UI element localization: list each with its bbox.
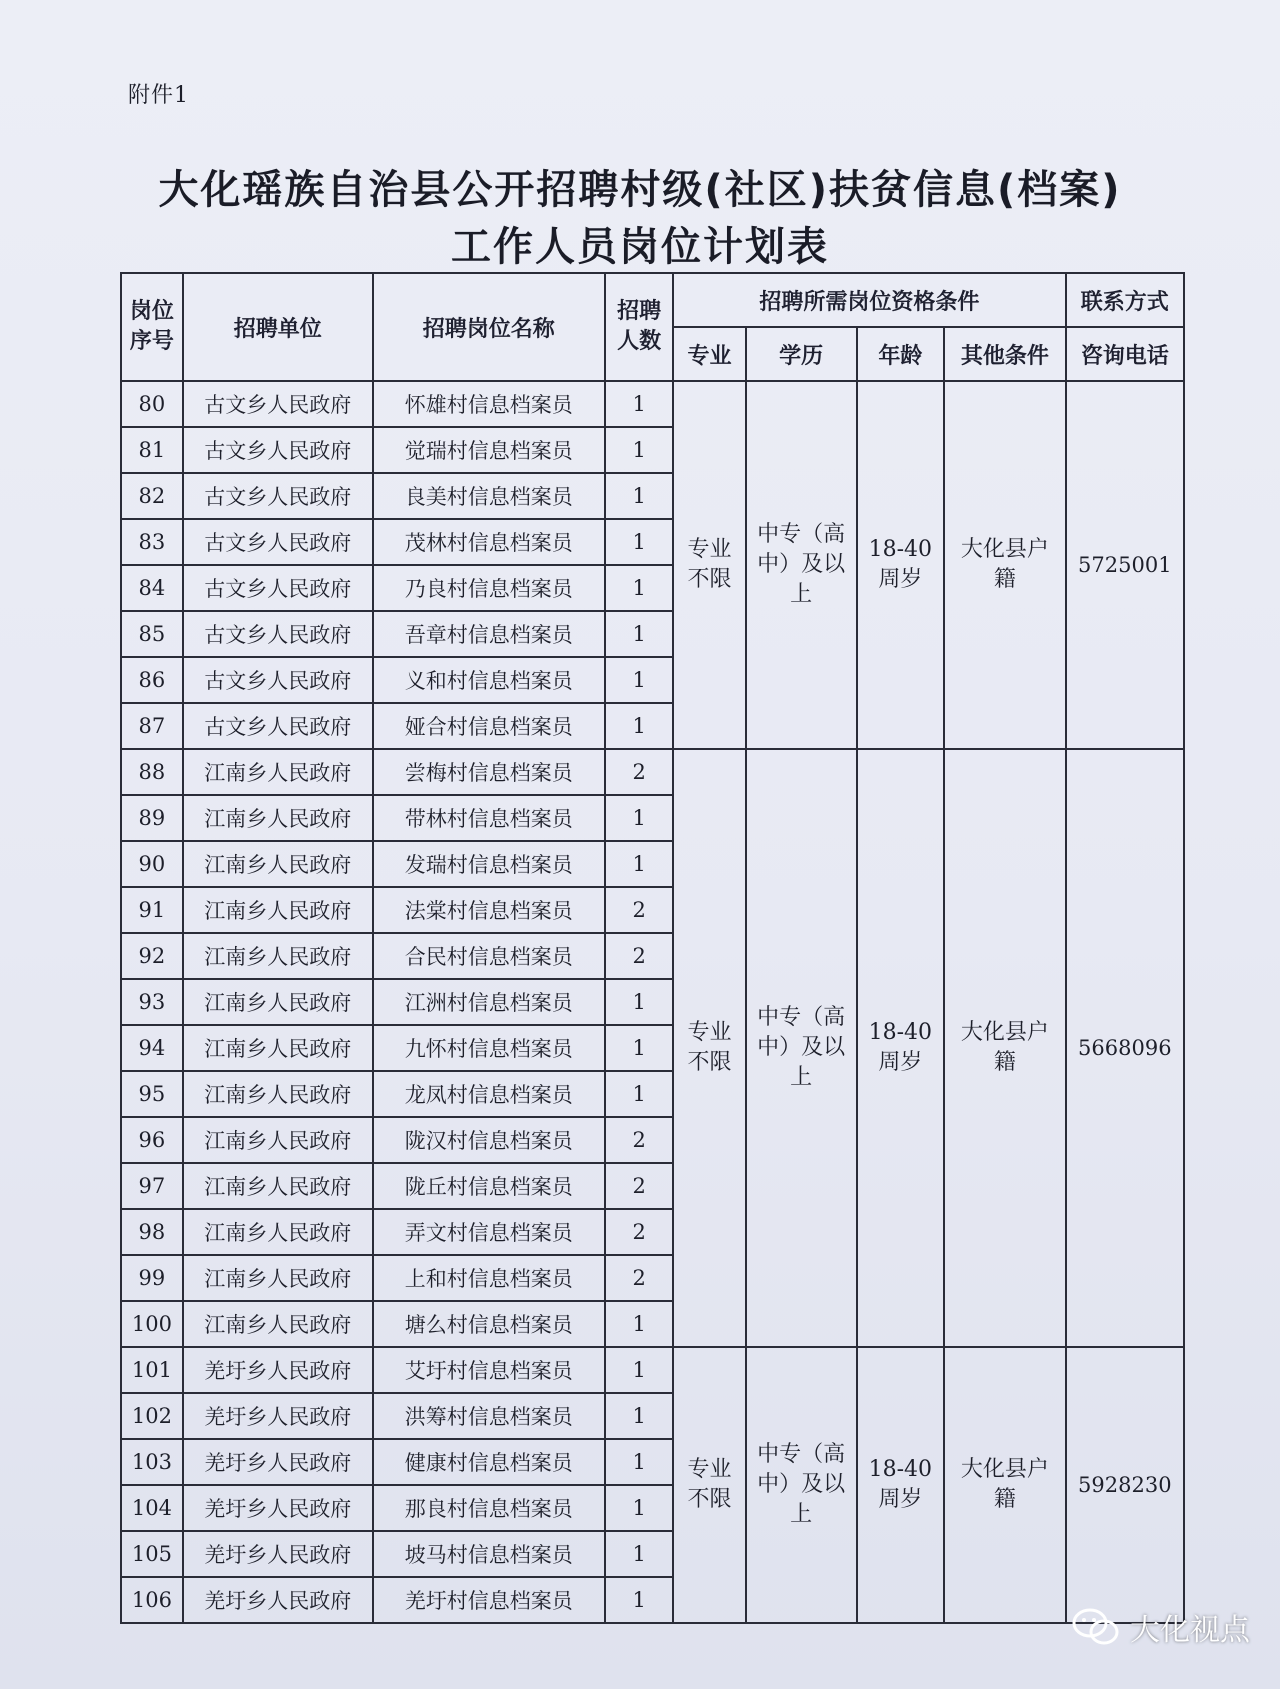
seq-cell: 90 (121, 841, 183, 887)
position-cell: 九怀村信息档案员 (373, 1025, 605, 1071)
seq-cell: 101 (121, 1347, 183, 1393)
count-cell: 1 (605, 1485, 673, 1531)
position-cell: 江洲村信息档案员 (373, 979, 605, 1025)
position-cell: 法棠村信息档案员 (373, 887, 605, 933)
unit-cell: 江南乡人民政府 (183, 841, 373, 887)
count-cell: 2 (605, 1209, 673, 1255)
education-cell-text: 中专（高中）及以上 (757, 522, 846, 607)
count-cell: 2 (605, 887, 673, 933)
unit-cell: 江南乡人民政府 (183, 933, 373, 979)
unit-cell: 古文乡人民政府 (183, 519, 373, 565)
count-cell: 1 (605, 657, 673, 703)
age-cell-text: 18-40周岁 (868, 1020, 933, 1075)
position-cell: 羌圩村信息档案员 (373, 1577, 605, 1623)
age-cell (857, 749, 944, 1347)
age-cell-text: 18-40周岁 (868, 537, 933, 592)
phone-cell-text: 5928230 (1078, 1473, 1172, 1497)
position-cell: 上和村信息档案员 (373, 1255, 605, 1301)
count-cell: 1 (605, 1393, 673, 1439)
phone-cell (1066, 381, 1184, 749)
seq-cell: 104 (121, 1485, 183, 1531)
position-cell: 义和村信息档案员 (373, 657, 605, 703)
seq-cell: 99 (121, 1255, 183, 1301)
position-cell: 那良村信息档案员 (373, 1485, 605, 1531)
unit-cell: 古文乡人民政府 (183, 427, 373, 473)
education-cell-text: 中专（高中）及以上 (757, 1442, 846, 1527)
other-cell-text: 大化县户籍 (960, 1020, 1049, 1075)
seq-cell: 88 (121, 749, 183, 795)
position-cell: 龙凤村信息档案员 (373, 1071, 605, 1117)
seq-cell: 85 (121, 611, 183, 657)
education-cell-text: 中专（高中）及以上 (757, 1005, 846, 1090)
position-cell: 发瑞村信息档案员 (373, 841, 605, 887)
unit-cell: 古文乡人民政府 (183, 611, 373, 657)
count-cell: 1 (605, 565, 673, 611)
seq-cell: 81 (121, 427, 183, 473)
unit-cell: 江南乡人民政府 (183, 749, 373, 795)
other-cell-text: 大化县户籍 (960, 1457, 1049, 1512)
header-count: 招聘人数 (605, 273, 673, 381)
header-age: 年龄 (857, 327, 944, 381)
table-row (121, 749, 1184, 795)
count-cell: 2 (605, 749, 673, 795)
position-cell: 弄文村信息档案员 (373, 1209, 605, 1255)
age-cell (857, 1347, 944, 1623)
wechat-icon (1072, 1607, 1120, 1647)
header-phone: 咨询电话 (1066, 327, 1184, 381)
major-cell (673, 749, 746, 1347)
unit-cell: 羌圩乡人民政府 (183, 1577, 373, 1623)
position-cell: 艾圩村信息档案员 (373, 1347, 605, 1393)
count-cell: 2 (605, 933, 673, 979)
count-cell: 1 (605, 473, 673, 519)
count-cell: 2 (605, 1117, 673, 1163)
unit-cell: 江南乡人民政府 (183, 1209, 373, 1255)
count-cell: 1 (605, 1071, 673, 1117)
count-cell: 1 (605, 519, 673, 565)
seq-cell: 102 (121, 1393, 183, 1439)
position-cell: 乃良村信息档案员 (373, 565, 605, 611)
unit-cell: 江南乡人民政府 (183, 1163, 373, 1209)
position-cell: 怀雄村信息档案员 (373, 381, 605, 427)
other-cell-text: 大化县户籍 (960, 537, 1049, 592)
count-cell: 1 (605, 1577, 673, 1623)
header-major: 专业 (673, 327, 746, 381)
header-other: 其他条件 (944, 327, 1066, 381)
unit-cell: 羌圩乡人民政府 (183, 1485, 373, 1531)
attachment-label: 附件1 (128, 83, 189, 108)
unit-cell: 羌圩乡人民政府 (183, 1531, 373, 1577)
seq-cell: 105 (121, 1531, 183, 1577)
education-cell (746, 1347, 857, 1623)
seq-cell: 97 (121, 1163, 183, 1209)
unit-cell: 古文乡人民政府 (183, 565, 373, 611)
education-cell (746, 749, 857, 1347)
education-cell (746, 381, 857, 749)
count-cell: 1 (605, 703, 673, 749)
seq-cell: 100 (121, 1301, 183, 1347)
count-cell: 1 (605, 1347, 673, 1393)
unit-cell: 古文乡人民政府 (183, 703, 373, 749)
unit-cell: 江南乡人民政府 (183, 979, 373, 1025)
unit-cell: 古文乡人民政府 (183, 657, 373, 703)
seq-cell: 89 (121, 795, 183, 841)
unit-cell: 江南乡人民政府 (183, 1025, 373, 1071)
seq-cell: 80 (121, 381, 183, 427)
header-unit: 招聘单位 (183, 273, 373, 381)
position-cell: 觉瑞村信息档案员 (373, 427, 605, 473)
count-cell: 1 (605, 611, 673, 657)
unit-cell: 江南乡人民政府 (183, 1301, 373, 1347)
seq-cell: 96 (121, 1117, 183, 1163)
position-cell: 带林村信息档案员 (373, 795, 605, 841)
count-cell: 1 (605, 1301, 673, 1347)
age-cell (857, 381, 944, 749)
seq-cell: 94 (121, 1025, 183, 1071)
count-cell: 1 (605, 1025, 673, 1071)
table-row (121, 381, 1184, 427)
unit-cell: 江南乡人民政府 (183, 1071, 373, 1117)
unit-cell: 江南乡人民政府 (183, 887, 373, 933)
position-cell: 健康村信息档案员 (373, 1439, 605, 1485)
position-cell: 尝梅村信息档案员 (373, 749, 605, 795)
position-cell: 良美村信息档案员 (373, 473, 605, 519)
unit-cell: 江南乡人民政府 (183, 795, 373, 841)
unit-cell: 羌圩乡人民政府 (183, 1393, 373, 1439)
position-cell: 陇汉村信息档案员 (373, 1117, 605, 1163)
table-body (121, 381, 1184, 1623)
count-cell: 1 (605, 1531, 673, 1577)
other-cell (944, 1347, 1066, 1623)
other-cell (944, 749, 1066, 1347)
unit-cell: 羌圩乡人民政府 (183, 1347, 373, 1393)
count-cell: 2 (605, 1255, 673, 1301)
header-contact: 联系方式 (1066, 273, 1184, 327)
watermark (1072, 1605, 1250, 1649)
seq-cell: 95 (121, 1071, 183, 1117)
header-education: 学历 (746, 327, 857, 381)
seq-cell: 92 (121, 933, 183, 979)
count-cell: 1 (605, 795, 673, 841)
major-cell-text: 专业不限 (687, 1020, 732, 1075)
position-cell: 合民村信息档案员 (373, 933, 605, 979)
seq-cell: 87 (121, 703, 183, 749)
position-cell: 坡马村信息档案员 (373, 1531, 605, 1577)
phone-cell (1066, 1347, 1184, 1623)
header-seq: 岗位序号 (121, 273, 183, 381)
seq-cell: 98 (121, 1209, 183, 1255)
phone-cell-text: 5668096 (1078, 1036, 1172, 1060)
other-cell (944, 381, 1066, 749)
position-cell: 茂林村信息档案员 (373, 519, 605, 565)
count-cell: 1 (605, 427, 673, 473)
unit-cell: 羌圩乡人民政府 (183, 1439, 373, 1485)
seq-cell: 82 (121, 473, 183, 519)
unit-cell: 江南乡人民政府 (183, 1255, 373, 1301)
seq-cell: 86 (121, 657, 183, 703)
count-cell: 1 (605, 979, 673, 1025)
position-cell: 陇丘村信息档案员 (373, 1163, 605, 1209)
seq-cell: 106 (121, 1577, 183, 1623)
major-cell-text: 专业不限 (687, 537, 732, 592)
header-qualifications: 招聘所需岗位资格条件 (673, 273, 1065, 327)
seq-cell: 84 (121, 565, 183, 611)
document-title-line1: 大化瑶族自治县公开招聘村级(社区)扶贫信息(档案) (158, 167, 1122, 213)
seq-cell: 91 (121, 887, 183, 933)
age-cell-text: 18-40周岁 (868, 1457, 933, 1512)
unit-cell: 古文乡人民政府 (183, 381, 373, 427)
major-cell (673, 381, 746, 749)
phone-cell (1066, 749, 1184, 1347)
phone-cell-text: 5725001 (1078, 553, 1172, 577)
count-cell: 2 (605, 1163, 673, 1209)
recruitment-table (120, 272, 1185, 1624)
seq-cell: 93 (121, 979, 183, 1025)
major-cell (673, 1347, 746, 1623)
position-cell: 塘么村信息档案员 (373, 1301, 605, 1347)
header-position: 招聘岗位名称 (373, 273, 605, 381)
unit-cell: 江南乡人民政府 (183, 1117, 373, 1163)
seq-cell: 83 (121, 519, 183, 565)
position-cell: 吾章村信息档案员 (373, 611, 605, 657)
document-title-line2: 工作人员岗位计划表 (451, 224, 829, 270)
position-cell: 娅合村信息档案员 (373, 703, 605, 749)
count-cell: 1 (605, 381, 673, 427)
position-cell: 洪筹村信息档案员 (373, 1393, 605, 1439)
seq-cell: 103 (121, 1439, 183, 1485)
major-cell-text: 专业不限 (687, 1457, 732, 1512)
count-cell: 1 (605, 841, 673, 887)
table-row (121, 1347, 1184, 1393)
count-cell: 1 (605, 1439, 673, 1485)
unit-cell: 古文乡人民政府 (183, 473, 373, 519)
watermark-text: 大化视点 (1130, 1613, 1250, 1648)
